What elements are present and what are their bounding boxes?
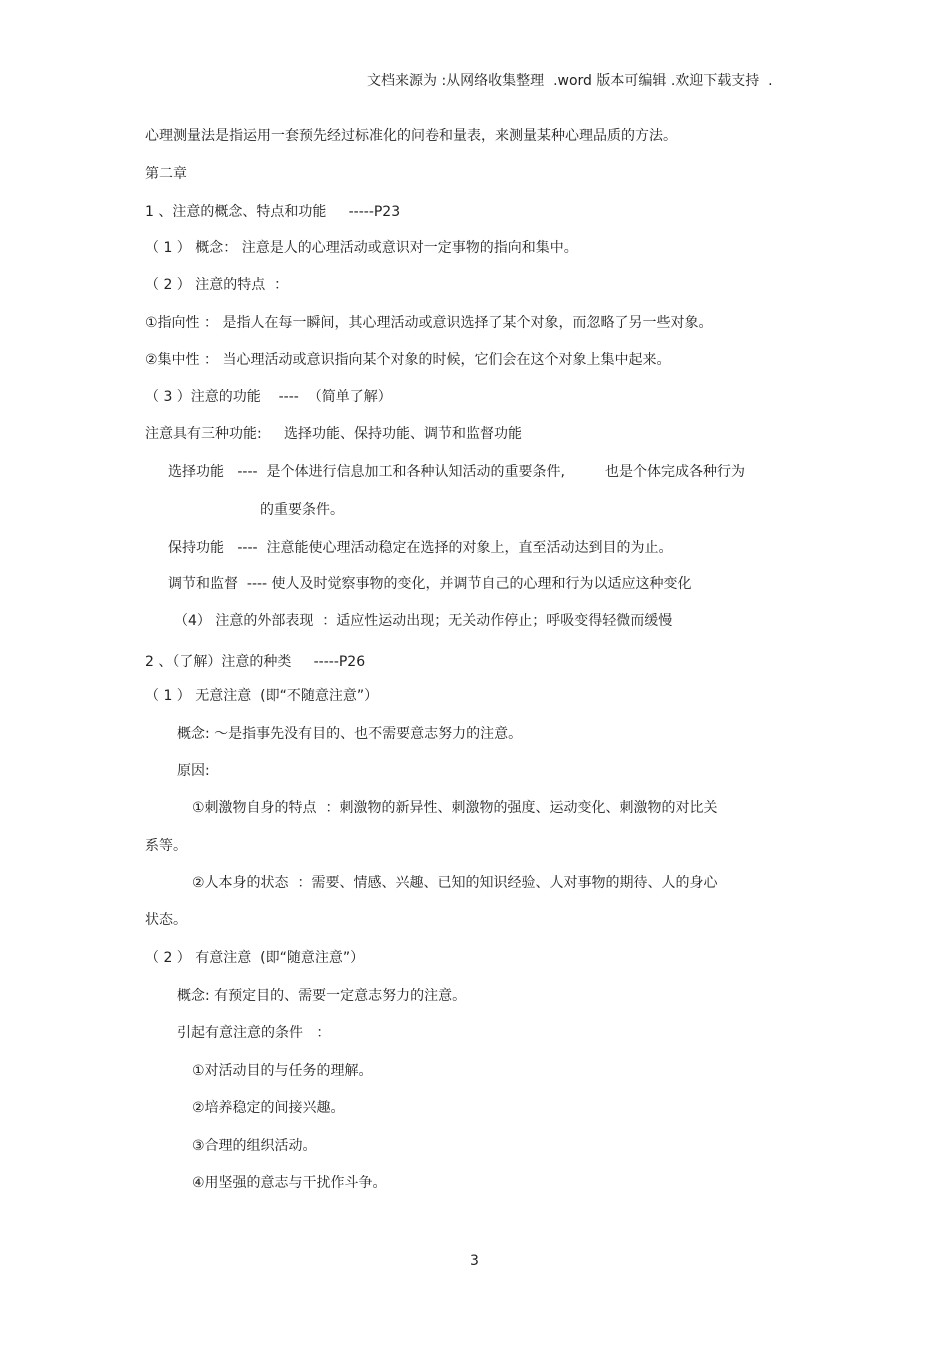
list-item: ①对活动目的与任务的理解。 — [192, 1063, 373, 1079]
text-line: （ 2 ） 有意注意 (即“随意注意”） — [145, 950, 365, 966]
text-line: （ 1 ） 概念： 注意是人的心理活动或意识对一定事物的指向和集中。 — [145, 240, 578, 256]
text-line: 调节和监督 ---- 使人及时觉察事物的变化，并调节自己的心理和行为以适应这种变化 — [168, 576, 692, 592]
page-number: 3 — [470, 1253, 479, 1269]
text-line: 的重要条件。 — [260, 502, 344, 518]
text-line: （ 1 ） 无意注意 (即“不随意注意”） — [145, 688, 379, 704]
text-line: 状态。 — [145, 912, 187, 928]
text-line: 原因: — [177, 763, 210, 779]
text-line: ②集中性 ： 当心理活动或意识指向某个对象的时候，它们会在这个对象上集中起来。 — [145, 352, 671, 368]
section-heading: 1 、注意的概念、特点和功能 -----P23 — [145, 204, 401, 220]
text-line: 引起有意注意的条件 ： — [177, 1025, 331, 1041]
text-line: 概念: 有预定目的、需要一定意志努力的注意。 — [177, 988, 467, 1004]
text-line: 注意具有三种功能: 选择功能、保持功能、调节和监督功能 — [145, 426, 522, 442]
text-line: （ 2 ） 注意的特点 ： — [145, 277, 289, 293]
list-item: ②培养稳定的间接兴趣。 — [192, 1100, 345, 1116]
list-item: ④用坚强的意志与干扰作斗争。 — [192, 1175, 387, 1191]
text-line: 概念: ～是指事先没有目的、也不需要意志努力的注意。 — [177, 726, 523, 742]
text-line: 保持功能 ---- 注意能使心理活动稳定在选择的对象上，直至活动达到目的为止。 — [168, 540, 673, 556]
list-item: ③合理的组织活动。 — [192, 1138, 317, 1154]
text-line: （ 3 ）注意的功能 ---- （简单了解） — [145, 389, 392, 405]
page-header: 文档来源为 :从网络收集整理 .word 版本可编辑 .欢迎下载支持 . — [367, 73, 773, 89]
section-heading: 2 、（了解）注意的种类 -----P26 — [145, 654, 366, 670]
text-line: ②人本身的状态 ：需要、情感、兴趣、已知的知识经验、人对事物的期待、人的身心 — [192, 875, 718, 891]
text-line: 选择功能 ---- 是个体进行信息加工和各种认知活动的重要条件, 也是个体完成各种行为 — [168, 464, 745, 480]
text-line: 系等。 — [145, 838, 187, 854]
text-line: 心理测量法是指运用一套预先经过标准化的问卷和量表，来测量某种心理品质的方法。 — [145, 128, 677, 144]
text-line: ①刺激物自身的特点 ：刺激物的新异性、刺激物的强度、运动变化、刺激物的对比关 — [192, 800, 718, 816]
chapter-heading: 第二章 — [145, 166, 187, 182]
text-line: （4） 注意的外部表现 ：适应性运动出现；无关动作停止；呼吸变得轻微而缓慢 — [174, 613, 673, 629]
text-line: ①指向性 ： 是指人在每一瞬间，其心理活动或意识选择了某个对象，而忽略了另一些对象。 — [145, 315, 713, 331]
